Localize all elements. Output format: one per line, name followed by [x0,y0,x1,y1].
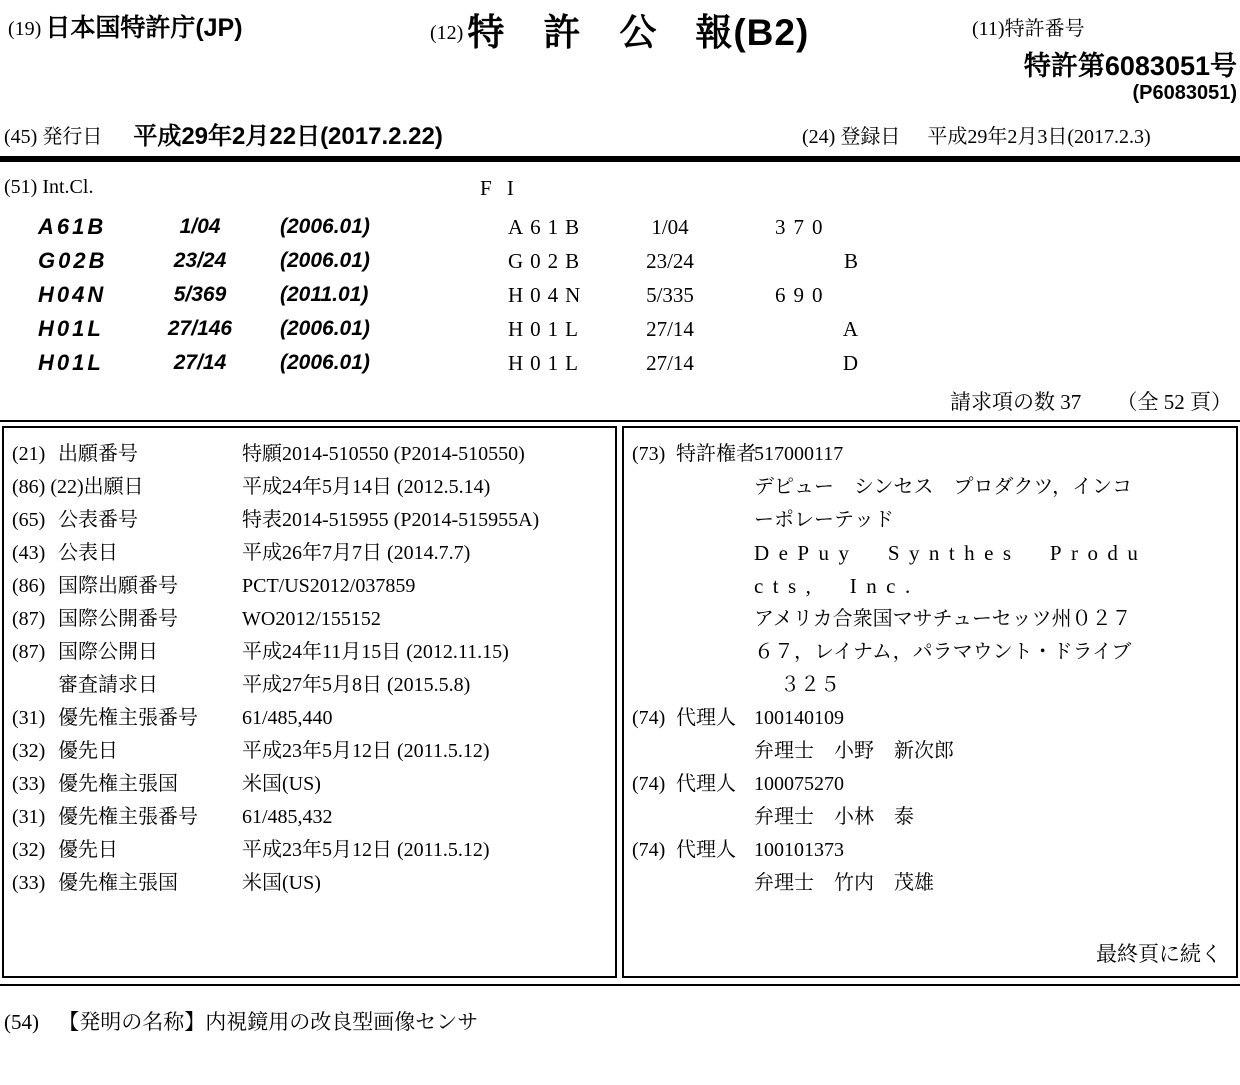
patent-number-caption: 特許番号 [1004,18,1085,40]
table-row [632,636,1232,669]
field-label: 国際公開番号 [58,608,178,630]
table-row [632,735,1232,768]
ipc-class: H04N [38,282,107,307]
table-row [632,570,1232,603]
fi-subclass: 1/04 [651,215,689,239]
field-label: 優先権主張国 [58,773,178,795]
application-data-box [2,426,617,978]
field-value: 米国(US) [242,872,321,894]
registration-date-label: 登録日 [840,126,901,148]
field-code: (74) [632,839,666,861]
field-code: (31) [12,707,46,729]
ipc-version: (2006.01) [280,215,370,238]
table-row [12,504,611,537]
field-label: 優先権主張番号 [58,707,198,729]
patentee-name-latin: DePuy Synthes Produ [754,541,1148,565]
table-row [12,834,611,867]
ipc-class: A61B [38,214,107,239]
inid-code-45: (45) [4,126,38,148]
ipc-version: (2006.01) [280,351,370,374]
table-row [12,702,611,735]
fi-class: H01L [508,351,585,375]
table-row [12,438,611,471]
table-row [12,768,611,801]
total-pages: （全 52 頁） [1116,390,1232,414]
issue-date-label: 発行日 [42,126,103,148]
patent-number-label [972,12,1085,41]
field-value: 特願2014-510550 (P2014-510550) [242,443,525,465]
field-code: (65) [12,509,46,531]
bibliographic-columns [2,426,1238,978]
classification-row [0,210,1240,244]
ipc-class: H01L [38,316,104,341]
table-row [632,768,1232,801]
invention-title-row [4,1006,478,1036]
fi-subclass: 5/335 [646,283,694,307]
fi-extension: 370 [775,215,831,239]
field-label: 代理人 [676,707,736,729]
field-code: (87) [12,641,46,663]
field-label: 審査請求日 [58,674,158,696]
field-code: (74) [632,707,666,729]
ipc-subclass: 27/14 [173,351,227,374]
table-row [12,669,611,702]
field-value: 平成23年5月12日 (2011.5.12) [242,839,490,861]
agent-name: 弁理士 竹内 茂雄 [754,872,934,894]
ipc-subclass: 27/146 [167,317,233,340]
document-kind-title: 特 許 公 報(B2) [467,12,810,53]
fi-extension: D [842,351,858,375]
bibliographic-section [0,420,1240,986]
classification-row [0,278,1240,312]
field-label: 国際出願番号 [58,575,178,597]
field-value: 平成23年5月12日 (2011.5.12) [242,740,490,762]
ipc-subclass: 1/04 [179,215,221,238]
table-row [632,669,1232,702]
classification-row [0,244,1240,278]
ipc-subclass: 23/24 [173,249,227,272]
field-label: 公表日 [58,542,118,564]
field-label: 出願番号 [58,443,138,465]
classification-row [0,312,1240,346]
patentee-name-kana: ーポレーテッド [754,509,894,531]
agent-number: 100140109 [754,707,844,729]
fi-heading: F I [480,176,519,200]
ipc-class: H01L [38,350,104,375]
inid-code-19: (19) [8,18,42,40]
intcl-label: Int.Cl. [42,176,94,198]
table-row [12,537,611,570]
patent-number: 特許第6083051号 [1023,51,1237,81]
field-label: 代理人 [676,839,736,861]
table-row [12,735,611,768]
invention-title: 【発明の名称】内視鏡用の改良型画像センサ [58,1010,479,1034]
field-value: 平成26年7月7日 (2014.7.7) [242,542,471,564]
registration-date-row [802,120,1151,149]
field-value: PCT/US2012/037859 [242,575,416,597]
table-row [632,537,1232,570]
table-row [632,801,1232,834]
classification-block [0,176,1240,416]
ipc-class: G02B [38,248,108,273]
field-label: 公表番号 [58,509,138,531]
table-row [12,867,611,900]
field-code: (21) [12,443,46,465]
issue-date: 平成29年2月22日(2017.2.22) [133,123,443,150]
field-label: 代理人 [676,773,736,795]
document-kind [430,2,809,56]
claims-count-line [0,386,1240,416]
table-row [12,636,611,669]
fi-class: G02B [508,249,587,273]
patentee-name-kana: デピュー シンセス プロダクツ，インコ [754,476,1133,498]
field-label: 出願日 [83,476,144,498]
fi-extension: B [843,249,858,273]
rights-holder-box [622,426,1238,978]
field-value: 61/485,432 [242,806,333,828]
field-value: 平成24年5月14日 (2012.5.14) [242,476,491,498]
table-row [12,570,611,603]
field-label: 優先権主張番号 [58,806,198,828]
field-code: (73) [632,443,666,465]
field-value: 平成27年5月8日 (2015.5.8) [242,674,471,696]
claims-count: 請求項の数 37 [950,390,1082,414]
ipc-subclass: 5/369 [173,283,227,306]
field-code: (43) [12,542,46,564]
field-label: 優先日 [58,740,118,762]
field-label: 優先権主張国 [58,872,178,894]
field-label: 特許権者 [676,443,756,465]
field-value: 特表2014-515955 (P2014-515955A) [242,509,540,531]
fi-subclass: 27/14 [646,351,694,375]
office-name: 日本国特許庁(JP) [45,14,243,42]
intcl-heading [4,176,93,199]
field-code: (32) [12,839,46,861]
ipc-version: (2006.01) [280,317,370,340]
table-row [632,603,1232,636]
table-row [12,603,611,636]
fi-class: H01L [508,317,585,341]
agent-number: 100075270 [754,773,844,795]
patentee-address: ３２５ [780,674,840,696]
table-row [632,834,1232,867]
table-row [632,471,1232,504]
inid-code-24: (24) [802,126,836,148]
patentee-address: ６７，レイナム，パラマウント・ドライブ [754,641,1132,663]
field-code: (33) [12,773,46,795]
agent-name: 弁理士 小林 泰 [754,806,914,828]
inid-code-12: (12) [430,22,464,44]
field-label: 国際公開日 [58,641,158,663]
field-value: 517000117 [754,443,844,465]
continued-note: 最終頁に続く [1096,942,1222,966]
field-code: (86) [12,575,46,597]
table-row [632,504,1232,537]
fi-class: H04N [508,283,588,307]
field-value: 61/485,440 [242,707,333,729]
field-code: (33) [12,872,46,894]
inid-code-54: (54) [4,1010,39,1034]
patentee-address: アメリカ合衆国マサチューセッツ州０２７ [754,608,1132,630]
issue-date-row [4,116,443,151]
table-row [632,867,1232,900]
fi-extension: 690 [775,283,831,307]
field-value: WO2012/155152 [242,608,381,630]
agent-number: 100101373 [754,839,844,861]
ipc-version: (2011.01) [280,283,369,306]
field-label: 優先日 [58,839,118,861]
fi-extension: A [842,317,858,341]
fi-class: A61B [508,215,587,239]
field-value: 米国(US) [242,773,321,795]
table-row [632,438,1232,471]
ipc-version: (2006.01) [280,249,370,272]
inid-code-51: (51) [4,176,38,198]
agent-name: 弁理士 小野 新次郎 [754,740,954,762]
header-divider-rule [0,156,1240,162]
fi-subclass: 27/14 [646,317,694,341]
registration-date: 平成29年2月3日(2017.2.3) [927,126,1151,148]
field-code: (86) (22) [12,476,84,498]
inid-code-11: (11) [972,18,1005,40]
patent-number-paren: (P6083051) [1132,82,1237,104]
table-row [12,471,611,504]
field-code: (74) [632,773,666,795]
field-value: 平成24年11月15日 (2012.11.15) [242,641,509,663]
patentee-name-latin: cts, Inc. [754,574,920,598]
table-row [632,702,1232,735]
classification-row [0,346,1240,380]
field-code: (31) [12,806,46,828]
fi-subclass: 23/24 [646,249,694,273]
field-code: (32) [12,740,46,762]
publication-office [8,8,243,44]
classification-headings [0,176,1240,210]
table-row [12,801,611,834]
field-code: (87) [12,608,46,630]
